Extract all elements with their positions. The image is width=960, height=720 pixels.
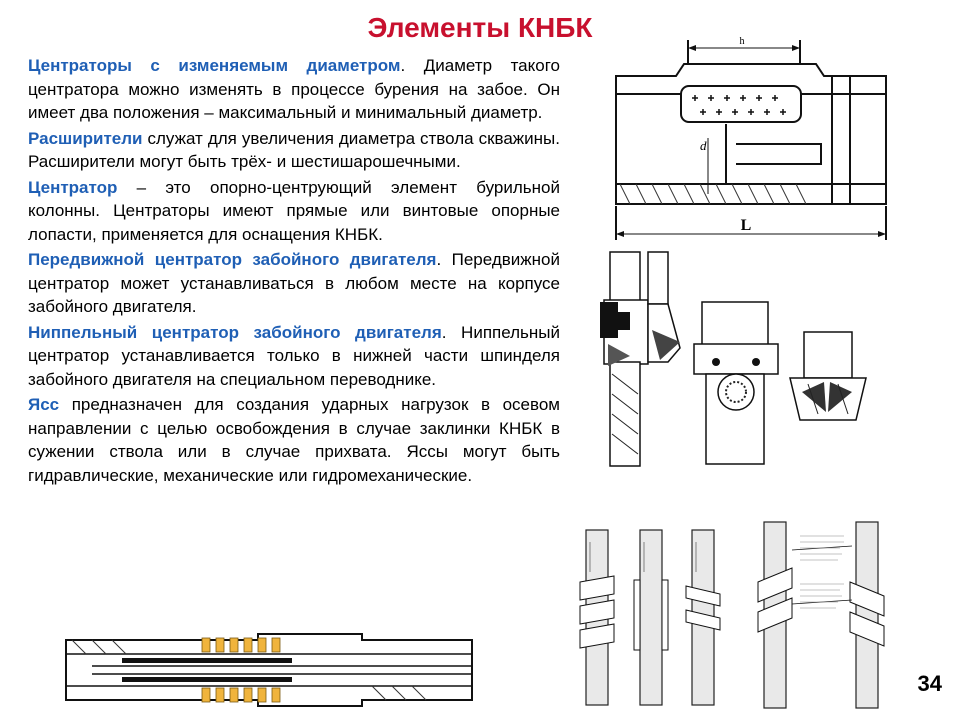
label-L: L <box>740 217 752 234</box>
paragraph-text: служат для увеличения диаметра ствола скважины. Расширители могут быть трёх- и шестишарошечными. <box>28 128 560 171</box>
paragraph-text: . Диаметр такого центратора можно изменять в процессе бурения на забое. Он имеет два положения – максимальный и минимальный диаметр. <box>28 56 560 122</box>
paragraph-text: – это опорно-центрующий элемент бурильной колонны. Центраторы имеют прямые или винтовые опорные лопасти, применяется для оснащения КНБК. <box>28 177 560 244</box>
reamer-drawings <box>590 244 890 470</box>
paragraph-text: . Передвижной центратор может устанавливаться в любом месте на корпусе забойного двигателя. <box>28 250 560 316</box>
page-number: 34 <box>917 671 942 696</box>
term: Центратор <box>28 177 118 197</box>
paragraph <box>28 127 560 174</box>
paragraph-text: . Ниппельный центратор устанавливается только в нижней части шпинделя забойного двигателя на специальном переводнике. <box>28 322 560 389</box>
paragraph <box>28 176 560 247</box>
paragraph <box>28 54 560 125</box>
term: Ниппельный центратор забойного двигателя <box>28 322 442 342</box>
term: Центраторы с изменяемым диаметром <box>28 56 401 75</box>
paragraph <box>28 321 560 392</box>
label-h: h <box>739 36 745 47</box>
blade-centralizer-drawings <box>574 502 734 710</box>
slide-title: Элементы КНБК <box>367 12 593 43</box>
paragraph <box>28 248 560 319</box>
term: Ясс <box>28 395 60 414</box>
term: Передвижной центратор забойного двигателя <box>28 250 437 269</box>
spiral-centralizer-drawings <box>756 516 896 712</box>
term: Расширители <box>28 128 143 148</box>
paragraph <box>28 393 560 487</box>
text-body <box>28 54 560 489</box>
paragraph-text: предназначен для создания ударных нагрузок в осевом направлении с целью освобождения в случае заклинки КНБК в сужении ствола или в случае прихвата. Яссы могут быть гидравлические, механические или гидромеханические. <box>28 395 560 485</box>
label-d: d <box>700 138 707 153</box>
variable-diameter-centralizer-drawing <box>596 34 896 244</box>
jar-cross-section-drawing <box>62 630 498 710</box>
